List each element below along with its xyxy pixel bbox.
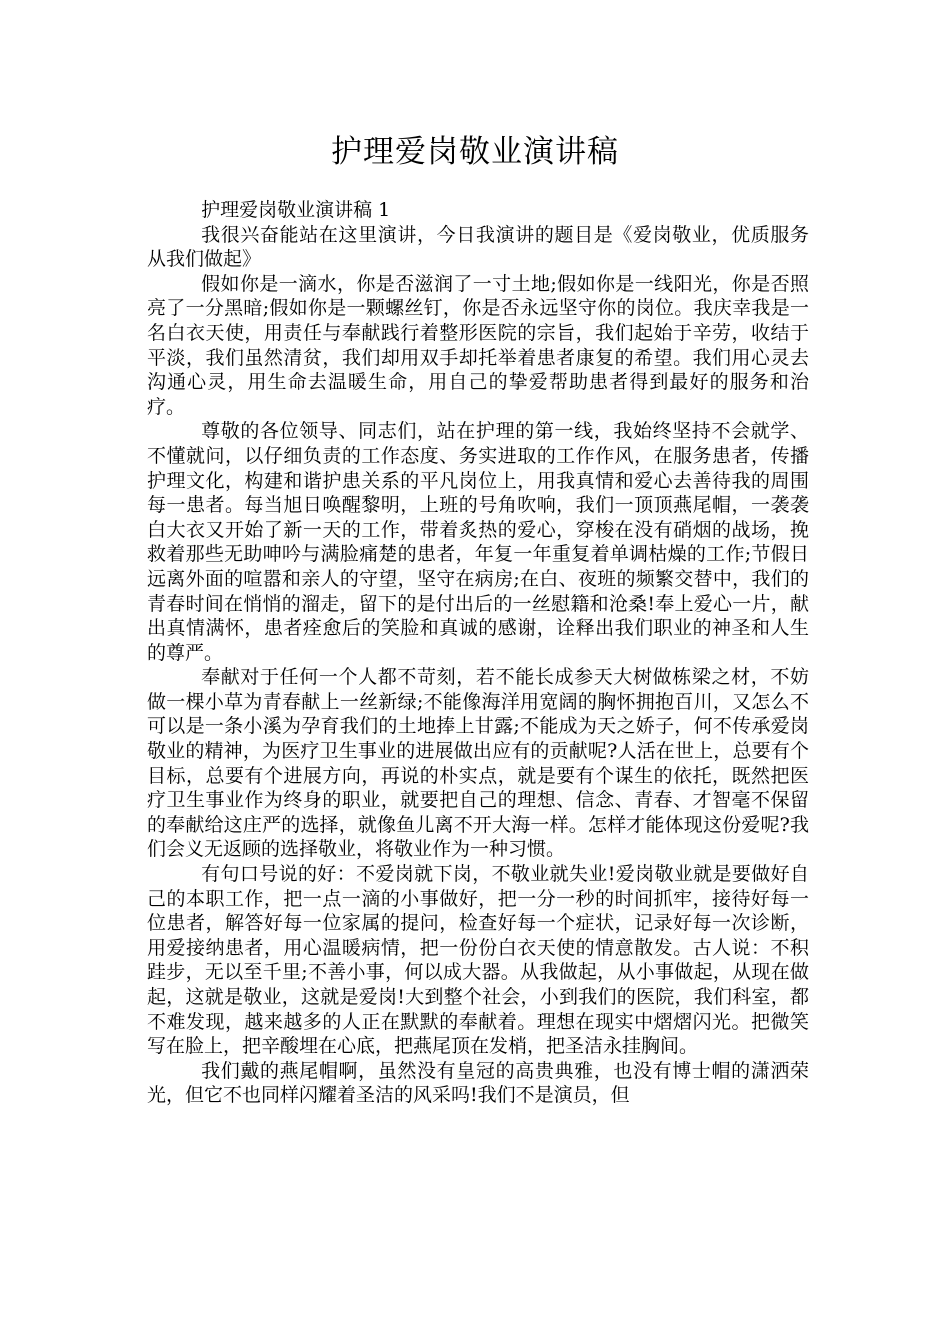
paragraph: 假如你是一滴水，你是否滋润了一寸土地;假如你是一线阳光，你是否照亮了一分黑暗;假如你是一颗螺丝钉，你是否永远坚守你的岗位。我庆幸我是一名白衣天使，用责任与奉献践行着整形医院的宗旨，我们起始于辛劳，收结于平淡，我们虽然清贫，我们却用双手却托举着患者康复的希望。我们用心灵去沟通心灵，用生命去温暖生命，用自己的挚爱帮助患者得到最好的服务和治疗。	[147, 272, 809, 418]
paragraph: 我很兴奋能站在这里演讲，今日我演讲的题目是《爱岗敬业，优质服务从我们做起》	[147, 223, 809, 271]
paragraph: 奉献对于任何一个人都不苛刻，若不能长成参天大树做栋梁之材，不妨做一棵小草为青春献上一丝新绿;不能像海洋用宽阔的胸怀拥抱百川，又怎么不可以是一条小溪为孕育我们的土地捧上甘露;不能成为天之娇子，何不传承爱岗敬业的精神，为医疗卫生事业的进展做出应有的贡献呢?人活在世上，总要有个目标，总要有个进展方向，再说的朴实点，就是要有个谋生的依托，既然把医疗卫生事业作为终身的职业，就要把自己的理想、信念、青春、才智毫不保留的奉献给这庄严的选择，就像鱼儿离不开大海一样。怎样才能体现这份爱呢?我们会义无返顾的选择敬业，将敬业作为一种习惯。	[147, 666, 809, 861]
document-body	[147, 198, 809, 1108]
section-heading: 护理爱岗敬业演讲稿 1	[201, 199, 391, 221]
paragraph: 有句口号说的好：不爱岗就下岗，不敬业就失业!爱岗敬业就是要做好自己的本职工作，把一点一滴的小事做好，把一分一秒的时间抓牢，接待好每一位患者，解答好每一位家属的提问，检查好每一个症状，记录好每一次诊断，用爱接纳患者，用心温暖病情，把一份份白衣天使的情意散发。古人说：不积跬步，无以至千里;不善小事，何以成大器。从我做起，从小事做起，从现在做起，这就是敬业，这就是爱岗!大到整个社会，小到我们的医院，我们科室，都不难发现，越来越多的人正在默默的奉献着。理想在现实中熠熠闪光。把微笑写在脸上，把辛酸埋在心底，把燕尾顶在发梢，把圣洁永挂胸间。	[147, 863, 809, 1058]
document-title: 护理爱岗敬业演讲稿	[331, 134, 619, 170]
paragraph: 尊敬的各位领导、同志们，站在护理的第一线，我始终坚持不会就学、不懂就问，以仔细负责的工作态度、务实进取的工作作风，在服务患者，传播护理文化，构建和谐护患关系的平凡岗位上，用我真情和爱心去善待我的周围每一患者。每当旭日唤醒黎明，上班的号角吹响，我们一顶顶燕尾帽，一袭袭白大衣又开始了新一天的工作，带着炙热的爱心，穿梭在没有硝烟的战场，挽救着那些无助呻吟与满脸痛楚的患者，年复一年重复着单调枯燥的工作;节假日远离外面的喧嚣和亲人的守望，坚守在病房;在白、夜班的频繁交替中，我们的青春时间在悄悄的溜走，留下的是付出后的一丝慰籍和沧桑!奉上爱心一片，献出真情满怀，患者痊愈后的笑脸和真诚的感谢，诠释出我们职业的神圣和人生的尊严。	[147, 420, 809, 664]
paragraph: 我们戴的燕尾帽啊，虽然没有皇冠的高贵典雅，也没有博士帽的潇洒荣光，但它不也同样闪耀着圣洁的风采吗!我们不是演员，但	[147, 1059, 809, 1107]
